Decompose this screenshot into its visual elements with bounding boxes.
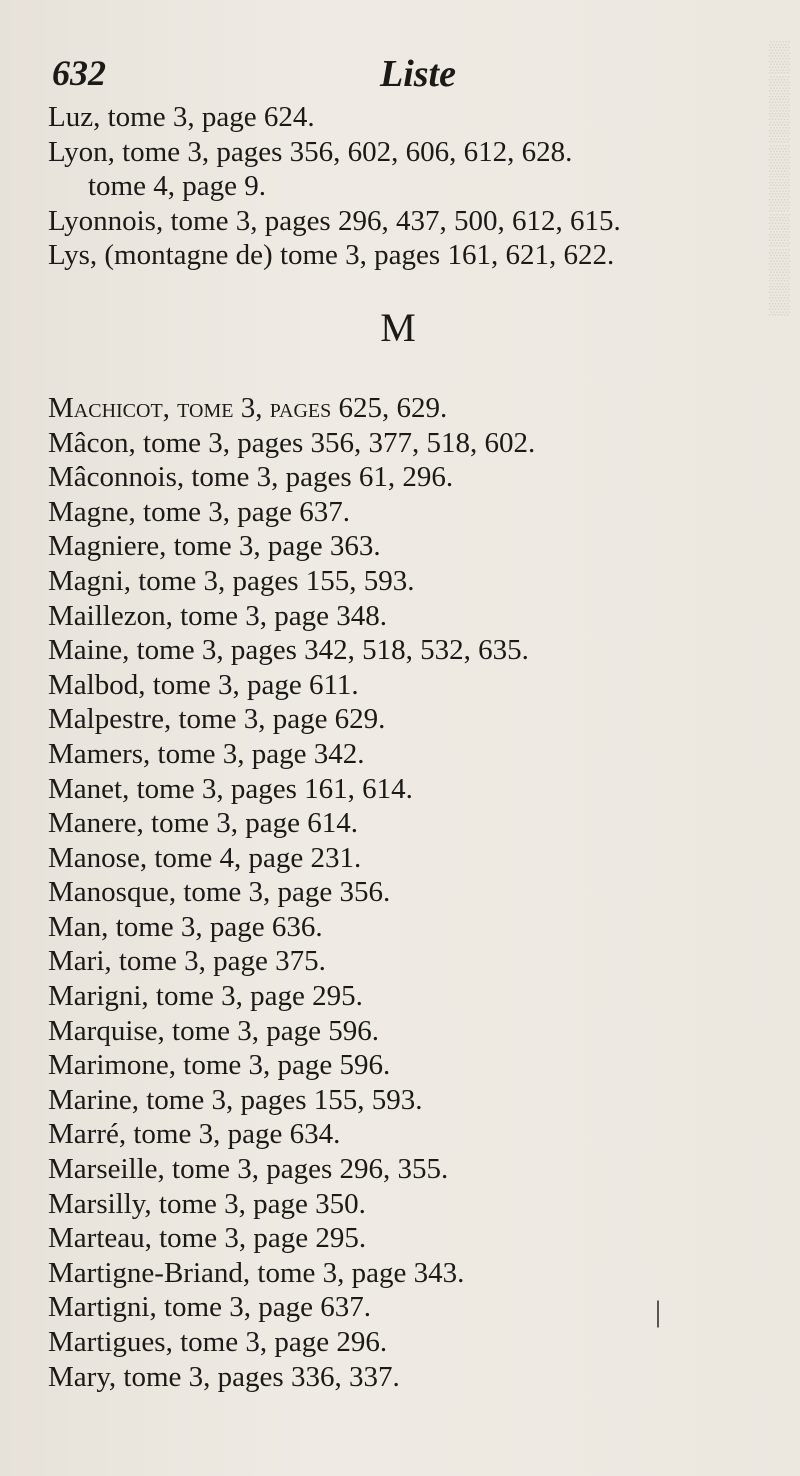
index-entry: Maillezon, tome 3, page 348. [48, 599, 388, 632]
index-entry: Marré, tome 3, page 634. [48, 1118, 341, 1151]
index-entry: Manere, tome 3, page 614. [48, 807, 359, 840]
index-entry: Marine, tome 3, pages 155, 593. [48, 1083, 423, 1116]
index-entry: Mâconnois, tome 3, pages 61, 296. [48, 461, 454, 494]
index-entry: Marteau, tome 3, page 295. [48, 1222, 367, 1255]
index-entry: Man, tome 3, page 636. [48, 910, 323, 943]
index-entry: Martigne-Briand, tome 3, page 343. [48, 1256, 465, 1289]
margin-mark: | [655, 1295, 662, 1328]
index-entry: Mamers, tome 3, page 342. [48, 737, 365, 770]
section-letter-heading: M [380, 304, 416, 350]
index-entry: Manosque, tome 3, page 356. [48, 876, 391, 909]
index-entry: Marseille, tome 3, pages 296, 355. [48, 1153, 449, 1186]
page-number: 632 [52, 53, 106, 93]
index-entry: Lys, (montagne de) tome 3, pages 161, 621, 622. [48, 239, 615, 272]
index-entry: Marquise, tome 3, page 596. [48, 1014, 380, 1047]
index-entry: Magni, tome 3, pages 155, 593. [48, 564, 415, 597]
index-entry: Mari, tome 3, page 375. [48, 945, 326, 978]
index-entry: Marimone, tome 3, page 596. [48, 1049, 391, 1082]
index-entry: Marigni, tome 3, page 295. [48, 980, 363, 1013]
index-entry: Magniere, tome 3, page 363. [48, 530, 381, 563]
index-entry: Malpestre, tome 3, page 629. [48, 703, 386, 736]
page-header [52, 52, 760, 102]
index-entry-continuation: tome 4, page 9. [88, 170, 266, 203]
index-entry: Magne, tome 3, page 637. [48, 495, 351, 528]
index-entry: Luz, tome 3, page 624. [48, 101, 315, 133]
index-entry: Martigues, tome 3, page 296. [48, 1326, 388, 1358]
index-entry: Manose, tome 4, page 231. [48, 841, 362, 874]
index-entries [48, 100, 778, 1394]
index-entry: Lyonnois, tome 3, pages 296, 437, 500, 612, 615. [48, 204, 621, 237]
index-entry: Lyon, tome 3, pages 356, 602, 606, 612, 628. [48, 135, 573, 168]
index-entry: Marsilly, tome 3, page 350. [48, 1187, 366, 1220]
index-entry: Mary, tome 3, pages 336, 337. [48, 1360, 400, 1393]
index-entry: Manet, tome 3, pages 161, 614. [48, 772, 413, 805]
index-entry: Malbod, tome 3, page 611. [48, 668, 359, 701]
running-title: Liste [380, 53, 456, 95]
index-entry: Mâcon, tome 3, pages 356, 377, 518, 602. [48, 426, 536, 459]
index-entry: Machicot, tome 3, pages 625, 629. [48, 391, 448, 424]
index-entry: Martigni, tome 3, page 637. [48, 1291, 371, 1324]
bleed-through-texture: ▒ ▒ ▒ ▒ ▒ ▒ ▒ ▒ [768, 40, 790, 316]
index-entry: Maine, tome 3, pages 342, 518, 532, 635. [48, 634, 529, 667]
